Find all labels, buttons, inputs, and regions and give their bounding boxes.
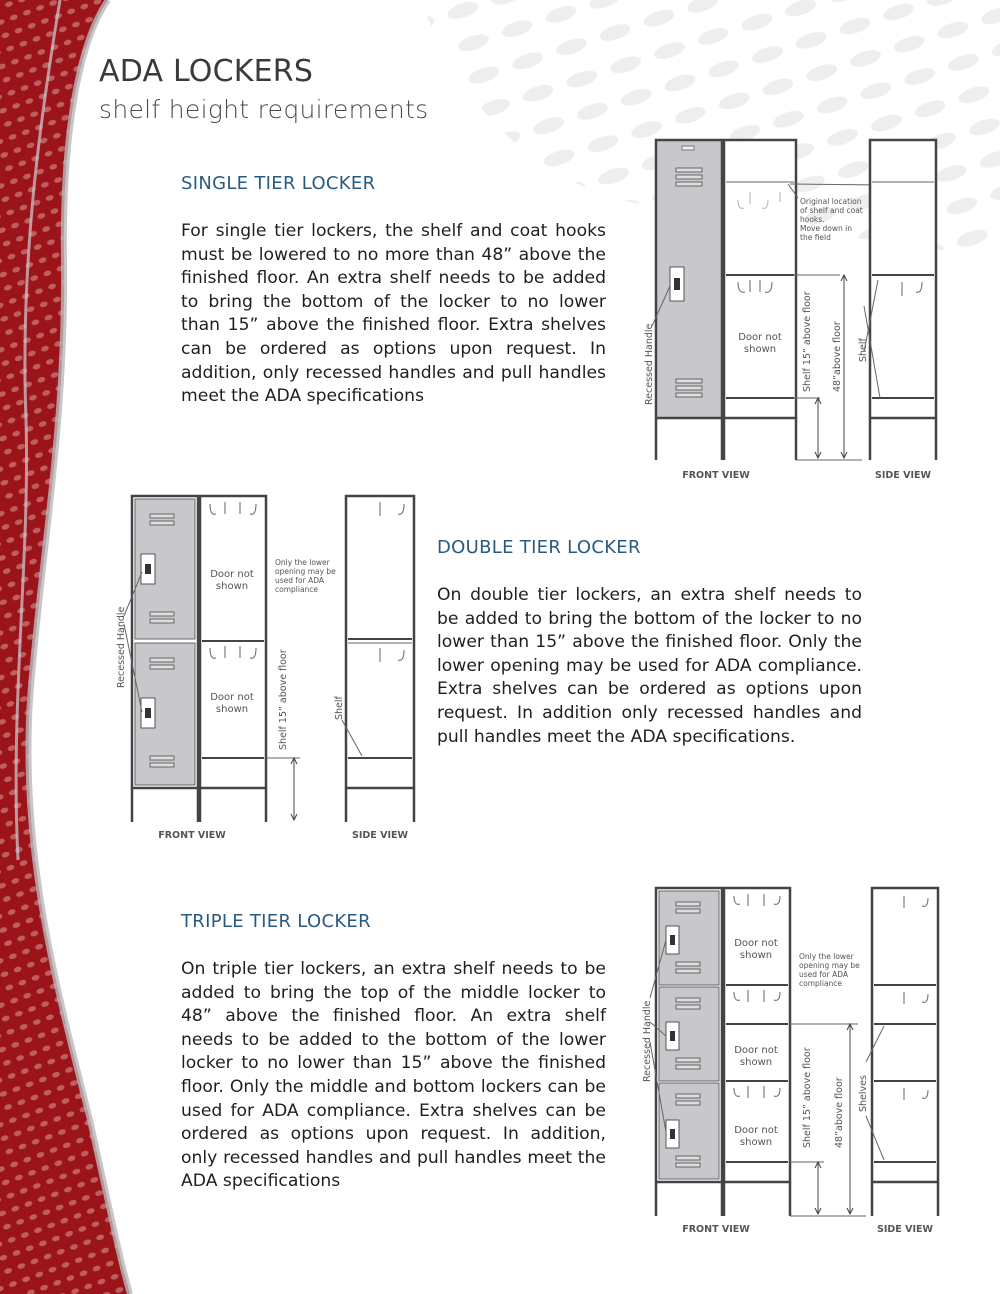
above-48-label: 48”above floor xyxy=(834,1077,845,1148)
page-subtitle: shelf height requirements xyxy=(99,95,429,124)
door-not-shown-label-2: shown xyxy=(743,344,777,355)
lower-opening-note: Only the lower xyxy=(799,952,854,961)
side-view-label: SIDE VIEW xyxy=(875,470,931,481)
original-location-note-3: hooks. xyxy=(800,215,825,224)
double-tier-heading: DOUBLE TIER LOCKER xyxy=(437,537,641,558)
single-tier-diagram xyxy=(630,130,950,490)
shelf-15-label: Shelf 15” above floor xyxy=(802,291,813,392)
page-title: ADA LOCKERS xyxy=(99,54,314,89)
front-view-label: FRONT VIEW xyxy=(682,470,750,481)
door-not-shown-bottom-2: shown xyxy=(739,1137,773,1148)
original-location-note: Original location xyxy=(800,197,862,206)
door-not-shown-top: Door not xyxy=(734,938,778,949)
front-view-label: FRONT VIEW xyxy=(682,1224,750,1235)
triple-tier-description: On triple tier lockers, an extra shelf needs to be added to bring the top of the middle locker to 48” above the finished floor. An extra shelf needs to be added to the bottom of the lower locker to no lower than 15” above the finished floor. Only the middle and bottom lockers can be used for ADA compliance. Extra shelves can be ordered as options upon request. In addition, only recessed handles and pull handles meet the ADA specifications xyxy=(181,959,606,1192)
single-tier-description: For single tier lockers, the shelf and coat hooks must be lowered to no more than 48” above the finished floor. An extra shelf needs to be added to bring the bottom of the locker to no lower than 15” above the finished floor. Extra shelves can be ordered as options upon request. In addition, only recessed handles and pull handles meet the ADA specifications xyxy=(181,221,606,407)
recessed-handle-label: Recessed Handle xyxy=(644,323,655,405)
shelf-label: Shelf xyxy=(334,696,345,720)
single-tier-heading: SINGLE TIER LOCKER xyxy=(181,173,376,194)
double-tier-description: On double tier lockers, an extra shelf needs to be added to bring the bottom of the locker to no lower than 15” above the finished floor. Only the lower opening may be used for ADA compliance. Extra shelves can be ordered as options upon request. In addition only recessed handles and pull handles meet the ADA specifications. xyxy=(437,585,862,747)
lower-opening-note-2: opening may be xyxy=(799,961,860,970)
triple-tier-heading: TRIPLE TIER LOCKER xyxy=(181,911,371,932)
above-48-label: 48”above floor xyxy=(832,321,843,392)
lower-opening-note-3: used for ADA xyxy=(799,970,849,979)
door-not-shown-lower: Door not xyxy=(210,692,254,703)
door-not-shown-middle-2: shown xyxy=(739,1057,773,1068)
door-not-shown-bottom: Door not xyxy=(734,1125,778,1136)
lower-opening-note-4: compliance xyxy=(799,979,843,988)
shelf-label: Shelf xyxy=(858,338,869,362)
lower-opening-note: Only the lower xyxy=(275,558,330,567)
door-not-shown-upper-2: shown xyxy=(215,581,249,592)
shelf-15-label: Shelf 15” above floor xyxy=(278,649,289,750)
door-not-shown-top-2: shown xyxy=(739,950,773,961)
front-view-label: FRONT VIEW xyxy=(158,830,226,841)
original-location-note-2: of shelf and coat xyxy=(800,206,863,215)
lower-opening-note-2: opening may be xyxy=(275,567,336,576)
recessed-handle-label: Recessed Handle xyxy=(642,1000,653,1082)
double-tier-diagram xyxy=(110,488,430,848)
shelves-label: Shelves xyxy=(858,1075,869,1112)
door-not-shown-lower-2: shown xyxy=(215,704,249,715)
side-view-label: SIDE VIEW xyxy=(352,830,408,841)
original-location-note-4: Move down in xyxy=(800,224,852,233)
recessed-handle-label: Recessed Handle xyxy=(116,606,127,688)
shelf-15-label: Shelf 15” above floor xyxy=(802,1047,813,1148)
door-not-shown-upper: Door not xyxy=(210,569,254,580)
lower-opening-note-4: compliance xyxy=(275,585,319,594)
door-not-shown-label: Door not xyxy=(738,332,782,343)
side-view-label: SIDE VIEW xyxy=(877,1224,933,1235)
door-not-shown-middle: Door not xyxy=(734,1045,778,1056)
original-location-note-5: the field xyxy=(800,233,831,242)
triple-tier-diagram xyxy=(630,882,950,1242)
lower-opening-note-3: used for ADA xyxy=(275,576,325,585)
